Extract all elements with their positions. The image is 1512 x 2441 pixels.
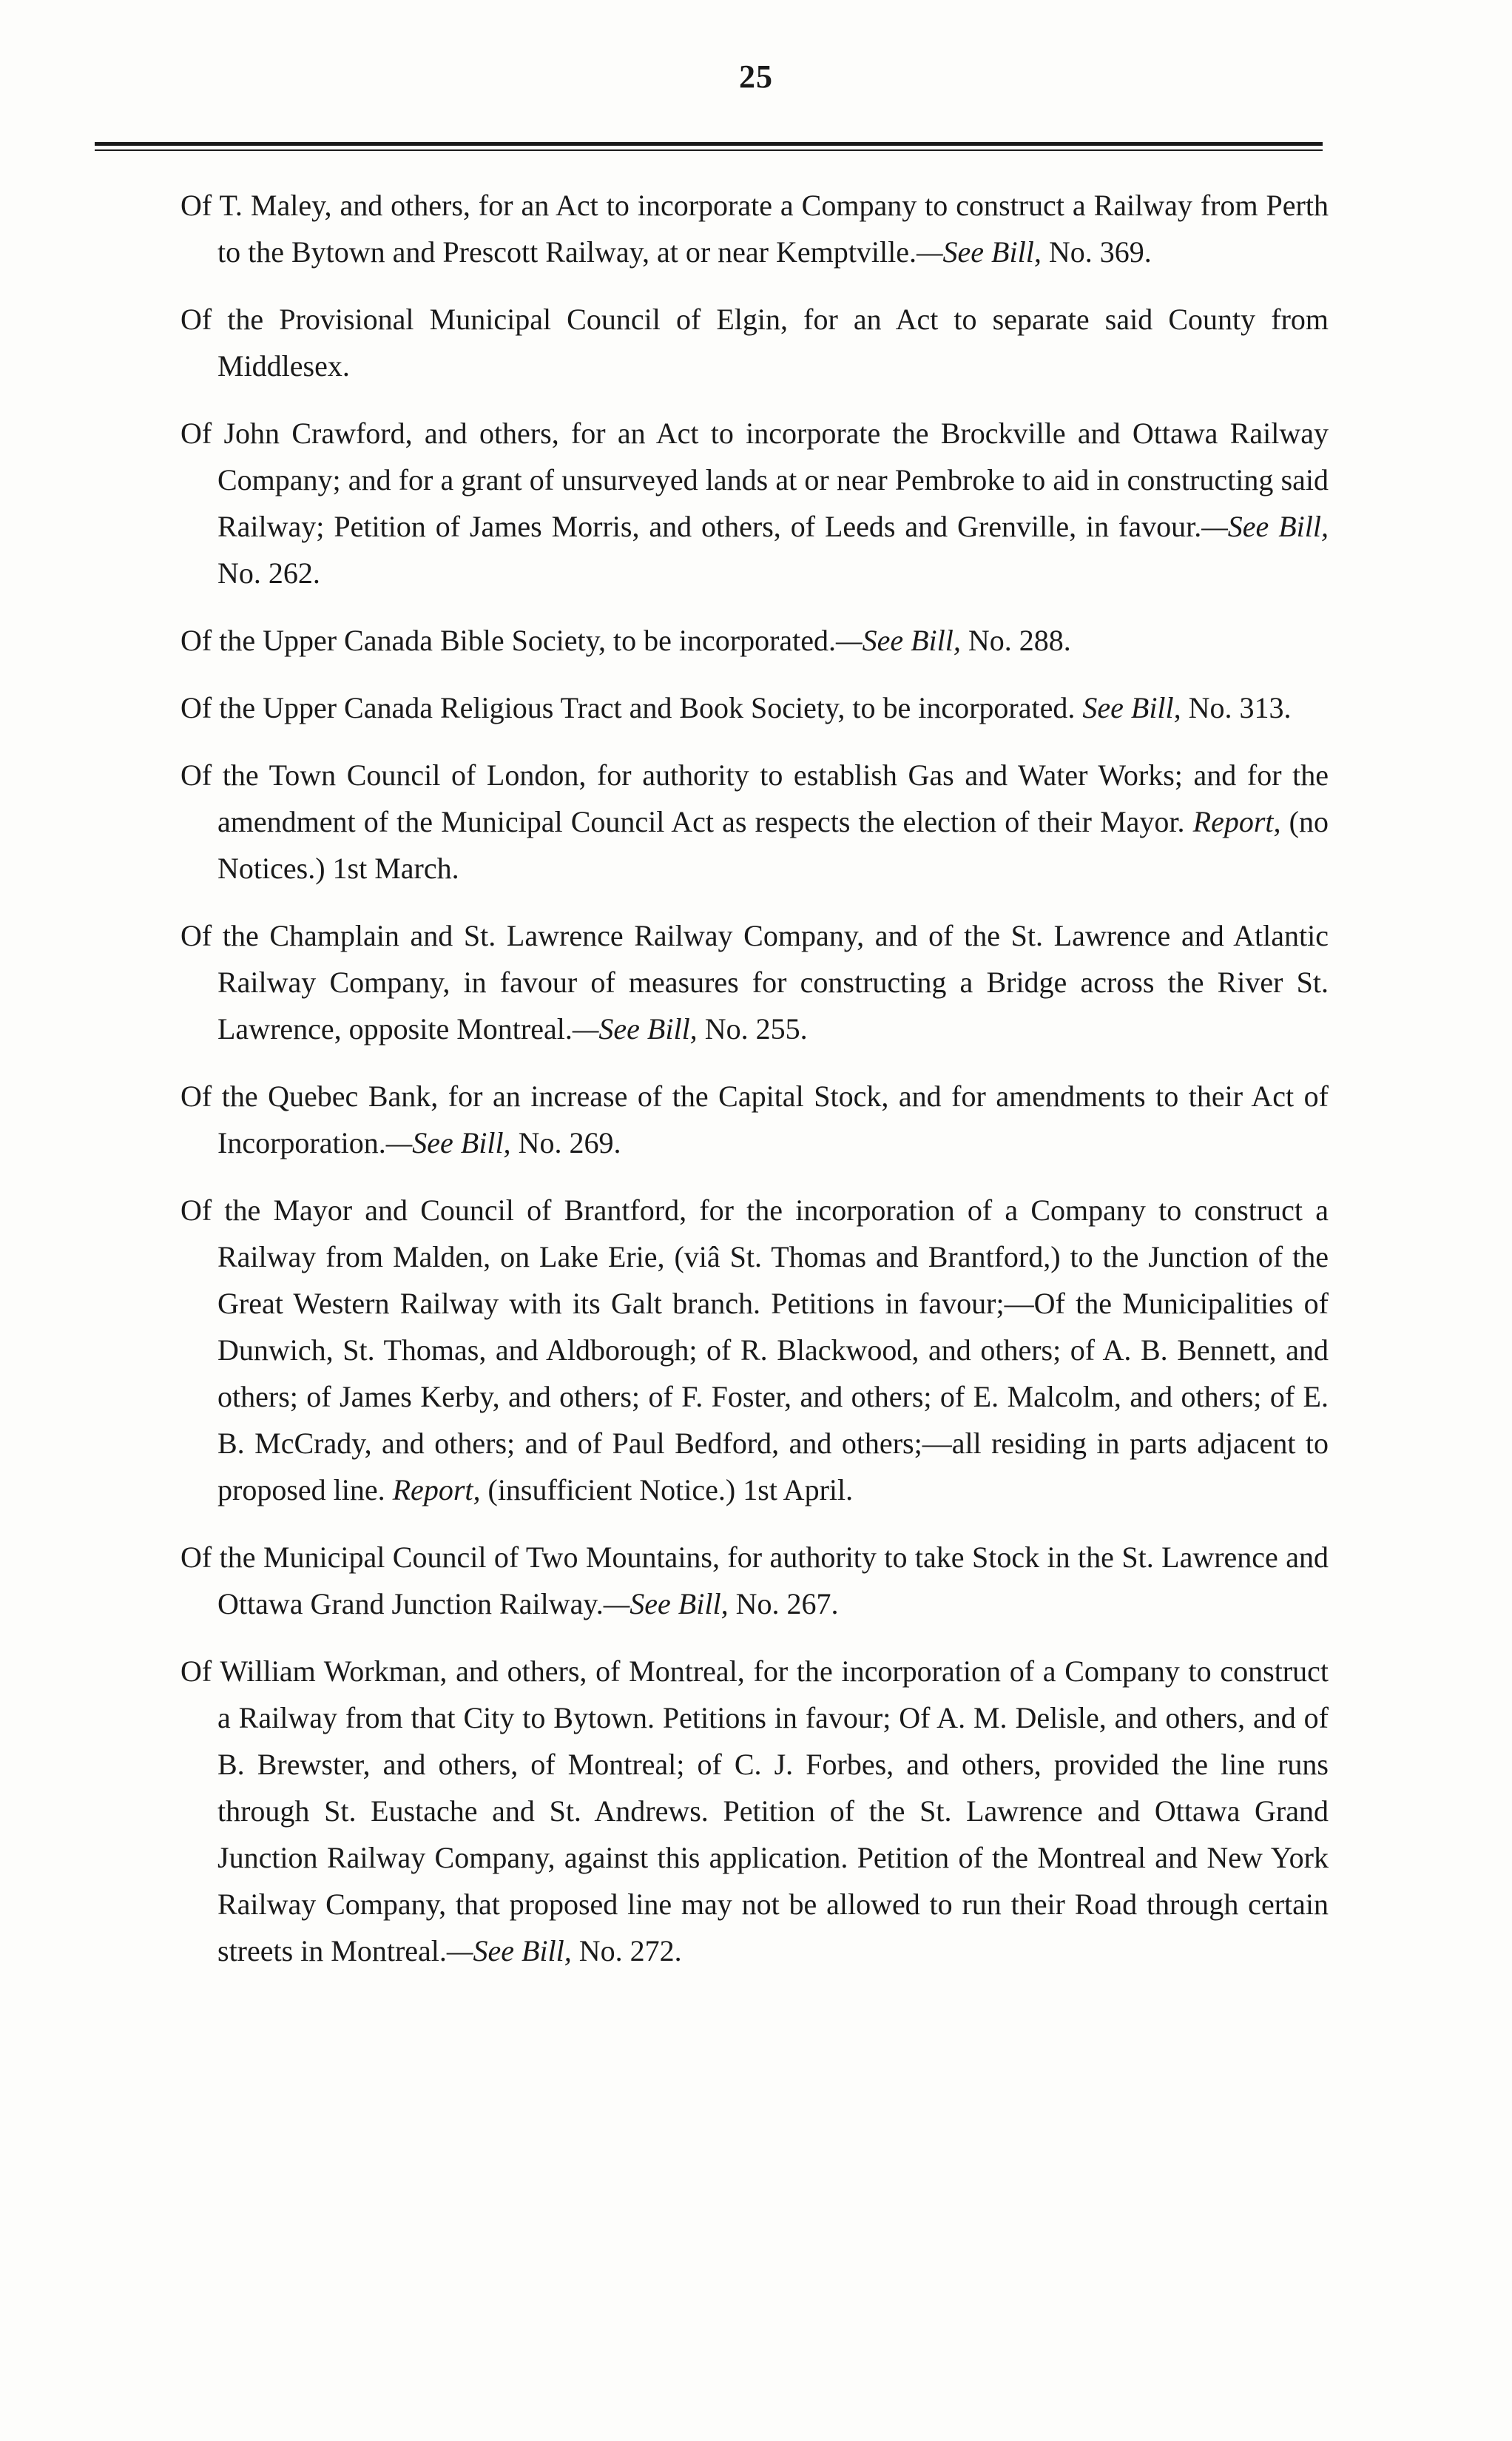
entry-text: Of William Workman, and others, of Montreal, for the incorporation of a Company to construct a Railway from that City to Bytown. Petitions in favour; Of A. M. Delisle, and others, and of B. Brewster, and others, of Montreal; of C. J. Forbes, and others, provided the line runs through St. Eustache and St. Andrews. Petition of the St. Lawrence and Ottawa Grand Junction Railway Company, against this application. Petition of the Montreal and New York Railway Company, that proposed line may not be allowed to run their Road through certain streets in Montreal. [180,1654,1329,1967]
entry-reference: —See Bill, [446,1934,572,1967]
entry-text: Of the Town Council of London, for authority to establish Gas and Water Works; and for the amendment of the Municipal Council Act as respects the election of their Mayor. [180,758,1329,838]
entry-text: Of the Upper Canada Religious Tract and Book Society, to be incorporated. [180,691,1083,724]
entry-reference-number: (insufficient Notice.) 1st April. [480,1473,854,1506]
petition-entry-7 [180,912,1329,1052]
entry-reference-number: (no Notices.) 1st March. [217,805,1329,885]
petition-entry-10 [180,1534,1329,1627]
petition-list [180,182,1329,1995]
entry-text: Of T. Maley, and others, for an Act to incorporate a Company to construct a Railway from Perth to the Bytown and Prescott Railway, at or near Kemptville. [180,189,1329,269]
entry-text: Of the Mayor and Council of Brantford, for the incorporation of a Company to construct a Railway from Malden, on Lake Erie, (viâ St. Thomas and Brantford,) to the Junction of the Great Western Railway with its Galt branch. Petitions in favour;—Of the Municipalities of Dunwich, St. Thomas, and Aldborough; of R. Blackwood, and others; of A. B. Bennett, and others; of James Kerby, and others; of F. Foster, and others; of E. Malcolm, and others; of E. B. McCrady, and others; and of Paul Bedford, and others;—all residing in parts adjacent to proposed line. [180,1193,1329,1506]
petition-entry-2 [180,296,1329,389]
entry-text: Of John Crawford, and others, for an Act to incorporate the Brockville and Ottawa Railway Company; and for a grant of unsurveyed lands at or near Pembroke to aid in constructing said Railway; Petition of James Morris, and others, of Leeds and Grenville, in favour. [180,417,1329,543]
entry-reference: Report, [1192,805,1281,838]
entry-text: Of the Upper Canada Bible Society, to be incorporated. [180,624,837,657]
page-number: 25 [739,58,773,95]
entry-reference: —See Bill, [836,624,961,657]
entry-text: Of the Quebec Bank, for an increase of the Capital Stock, and for amendments to their Act of Incorporation. [180,1080,1329,1159]
entry-reference-number: No. 262. [217,556,320,590]
entry-reference: —See Bill, [385,1126,511,1159]
entry-reference: —See Bill, [603,1587,729,1620]
entry-reference-number: No. 272. [571,1934,682,1967]
header-rule [95,142,1323,146]
entry-reference: Report, [392,1473,481,1506]
entry-reference: —See Bill, [1201,510,1329,543]
petition-entry-11 [180,1648,1329,1974]
entry-text: Of the Champlain and St. Lawrence Railway Company, and of the St. Lawrence and Atlantic Railway Company, in favour of measures for constructing a Bridge across the River St. Lawrence, opposite Montreal. [180,919,1329,1046]
entry-text: Of the Municipal Council of Two Mountains, for authority to take Stock in the St. Lawrence and Ottawa Grand Junction Railway. [180,1541,1329,1620]
entry-text: Of the Provisional Municipal Council of Elgin, for an Act to separate said County from Middlesex. [180,303,1329,383]
entry-reference-number: No. 288. [960,624,1071,657]
petition-entry-9 [180,1187,1329,1513]
petition-entry-6 [180,752,1329,892]
entry-reference: —See Bill, [572,1012,698,1046]
entry-reference-number: No. 369. [1041,235,1152,269]
petition-entry-4 [180,617,1329,664]
entry-reference: See Bill, [1082,691,1181,724]
entry-reference-number: No. 313. [1181,691,1292,724]
petition-entry-5 [180,684,1329,731]
petition-entry-3 [180,410,1329,596]
entry-reference-number: No. 255. [697,1012,808,1046]
entry-reference: —See Bill, [916,235,1042,269]
entry-reference-number: No. 269. [510,1126,621,1159]
petition-entry-1 [180,182,1329,275]
entry-reference-number: No. 267. [728,1587,839,1620]
header-rule-thin [95,149,1323,151]
petition-entry-8 [180,1073,1329,1166]
